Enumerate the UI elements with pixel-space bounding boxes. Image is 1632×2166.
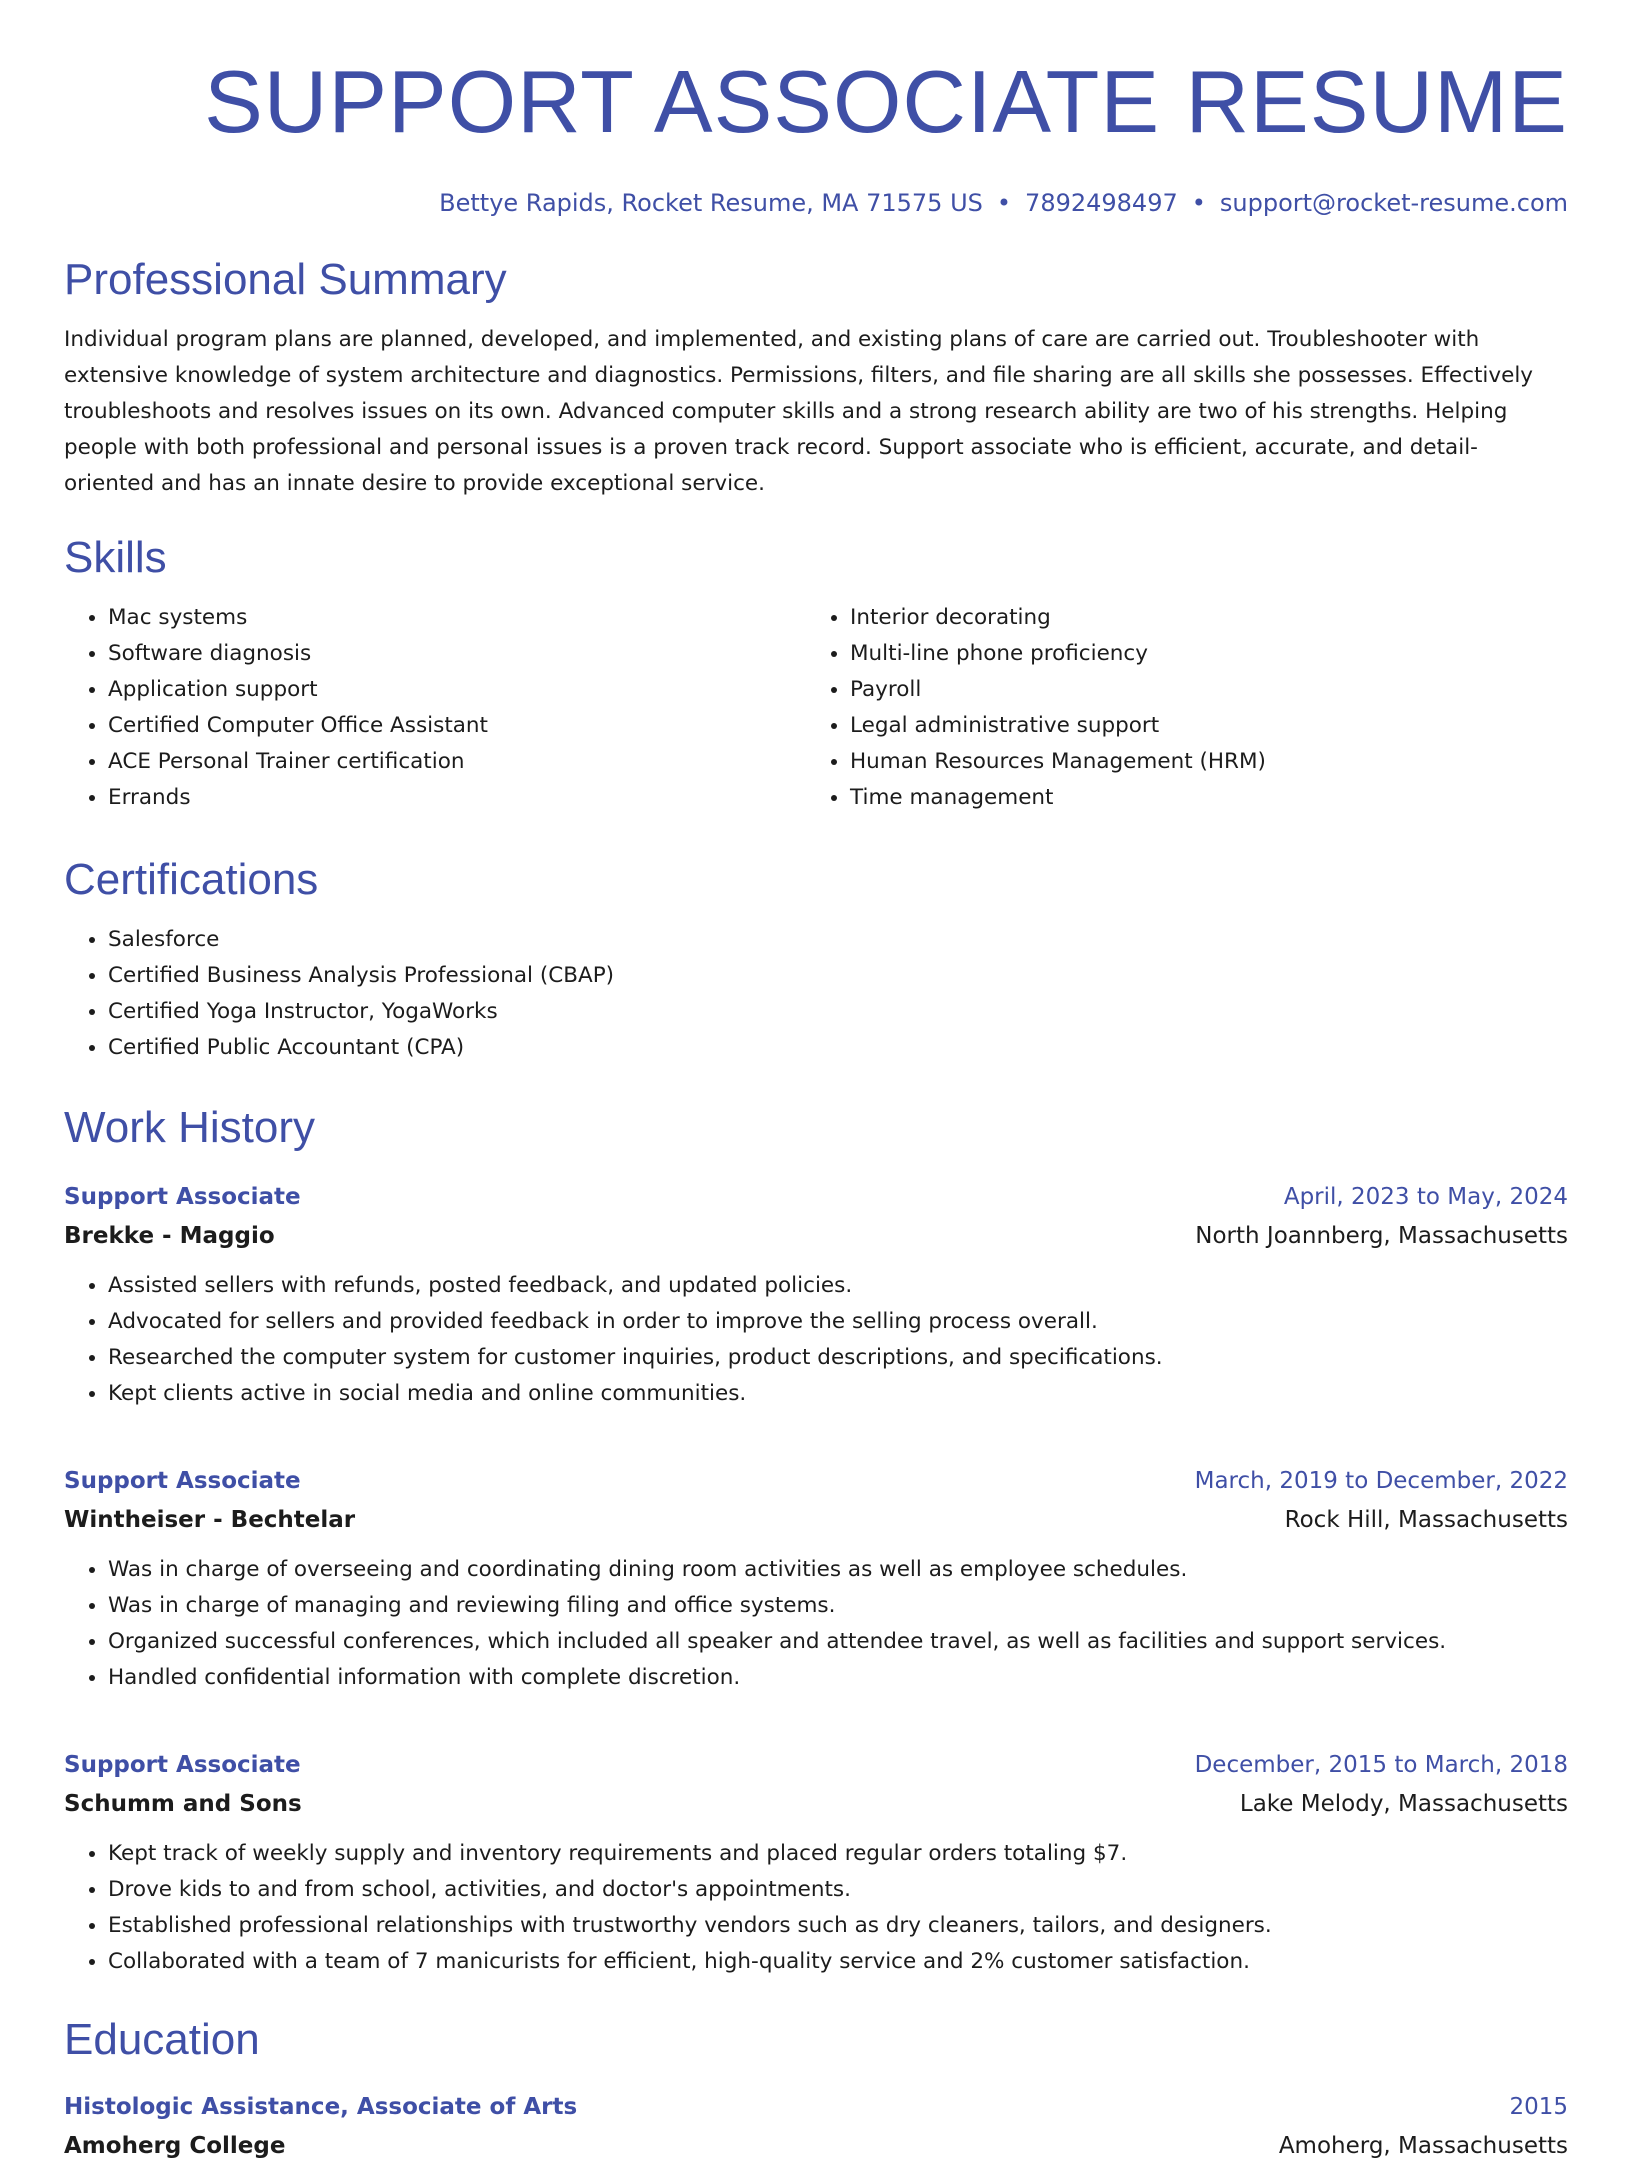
education-entry [64,2088,1568,2166]
resume-title: SUPPORT ASSOCIATE RESUME [204,52,1568,151]
list-item: • Established professional relationships with trustworthy vendors such as dry cleaners, tailors, and designers. [108,1908,1568,1944]
job-company-row [64,1216,1568,1256]
skills-list-right [806,600,1548,816]
work-history-heading: Work History [64,1103,315,1152]
list-item: • Time management [850,780,1548,816]
job-company: Brekke - Maggio [64,1223,275,1249]
job-title: Support Associate [64,1752,301,1778]
list-item: • Certified Yoga Instructor, YogaWorks [108,994,1568,1030]
job-bullets [64,1836,1568,1980]
list-item: • Mac systems [108,600,806,636]
skills-column-right [806,600,1548,816]
job-dates: December, 2015 to March, 2018 [1194,1752,1568,1778]
list-item: • Was in charge of overseeing and coordinating dining room activities as well as employee schedules. [108,1552,1568,1588]
job-entry [64,1178,1568,1412]
summary-heading: Professional Summary [64,255,507,304]
education-year: 2015 [1509,2094,1568,2120]
list-item: • Multi-line phone proficiency [850,636,1548,672]
job-company: Schumm and Sons [64,1791,302,1817]
contact-phone: 7892498497 [1025,189,1178,217]
contact-email: support@rocket-resume.com [1219,189,1568,217]
list-item: • Errands [108,780,806,816]
list-item: • Application support [108,672,806,708]
list-item: • Kept track of weekly supply and inventory requirements and placed regular orders totaling $7. [108,1836,1568,1872]
education-degree: Histologic Assistance, Associate of Arts [64,2094,578,2120]
skills-grid [64,600,1568,816]
list-item: • Software diagnosis [108,636,806,672]
skills-column-left [64,600,806,816]
list-item: • Assisted sellers with refunds, posted feedback, and updated policies. [108,1268,1568,1304]
list-item: • Advocated for sellers and provided feedback in order to improve the selling process overall. [108,1304,1568,1340]
job-location: Rock Hill, Massachusetts [1284,1507,1568,1533]
list-item: • Interior decorating [850,600,1548,636]
job-location: Lake Melody, Massachusetts [1239,1791,1568,1817]
job-dates: April, 2023 to May, 2024 [1283,1184,1568,1210]
contact-separator: • [996,189,1012,217]
education-heading: Education [64,2015,260,2064]
education-school: Amoherg College [64,2133,286,2159]
job-company-row [64,1784,1568,1824]
education-school-row [64,2126,1568,2166]
certifications-section [64,854,1568,1066]
list-item: • Payroll [850,672,1548,708]
summary-text: Individual program plans are planned, developed, and implemented, and existing plans of care are carried out. Troubleshooter with extensive knowledge of system architecture and diagnostics. Permissions, filters, and file sharing are all skills she possesses. Effectively troubleshoots and resolves issues on its own. Advanced computer skills and a strong research ability are two of his strengths. Helping people with both professional and personal issues is a proven track record. Support associate who is efficient, accurate, and detail-oriented and has an innate desire to provide exceptional service. [64,327,1534,496]
job-company: Wintheiser - Bechtelar [64,1507,356,1533]
education-section [64,2014,1568,2166]
job-bullets [64,1268,1568,1412]
skills-list-left [64,600,806,816]
list-item: • Legal administrative support [850,708,1548,744]
skills-heading: Skills [64,533,167,582]
job-entry [64,1746,1568,1980]
certifications-heading: Certifications [64,855,319,904]
job-title-row [64,1178,1568,1216]
job-bullets [64,1552,1568,1696]
job-company-row [64,1500,1568,1540]
list-item: • Collaborated with a team of 7 manicurists for efficient, high-quality service and 2% customer satisfaction. [108,1944,1568,1980]
certifications-list [64,922,1568,1066]
job-title: Support Associate [64,1184,301,1210]
list-item: • Was in charge of managing and reviewing filing and office systems. [108,1588,1568,1624]
list-item: • Certified Public Accountant (CPA) [108,1030,1568,1066]
job-dates: March, 2019 to December, 2022 [1194,1468,1568,1494]
job-title-row [64,1746,1568,1784]
professional-summary-section [64,254,1568,502]
list-item: • Drove kids to and from school, activities, and doctor's appointments. [108,1872,1568,1908]
list-item: • Certified Business Analysis Professional (CBAP) [108,958,1568,994]
list-item: • Salesforce [108,922,1568,958]
job-title: Support Associate [64,1468,301,1494]
list-item: • Handled confidential information with complete discretion. [108,1660,1568,1696]
resume-header [64,0,1568,218]
list-item: • Human Resources Management (HRM) [850,744,1548,780]
job-title-row [64,1462,1568,1500]
list-item: • Kept clients active in social media and online communities. [108,1376,1568,1412]
job-entry [64,1462,1568,1696]
education-degree-row [64,2088,1568,2126]
list-item: • Researched the computer system for customer inquiries, product descriptions, and specifications. [108,1340,1568,1376]
list-item: • Certified Computer Office Assistant [108,708,806,744]
education-location: Amoherg, Massachusetts [1278,2133,1568,2159]
list-item: • Organized successful conferences, which included all speaker and attendee travel, as well as facilities and support services. [108,1624,1568,1660]
list-item: • ACE Personal Trainer certification [108,744,806,780]
contact-address: Bettye Rapids, Rocket Resume, MA 71575 US [439,189,983,217]
contact-separator: • [1191,189,1206,217]
job-location: North Joannberg, Massachusetts [1195,1223,1568,1249]
work-history-section [64,1102,1568,1980]
contact-line [64,188,1568,218]
skills-section [64,532,1568,816]
